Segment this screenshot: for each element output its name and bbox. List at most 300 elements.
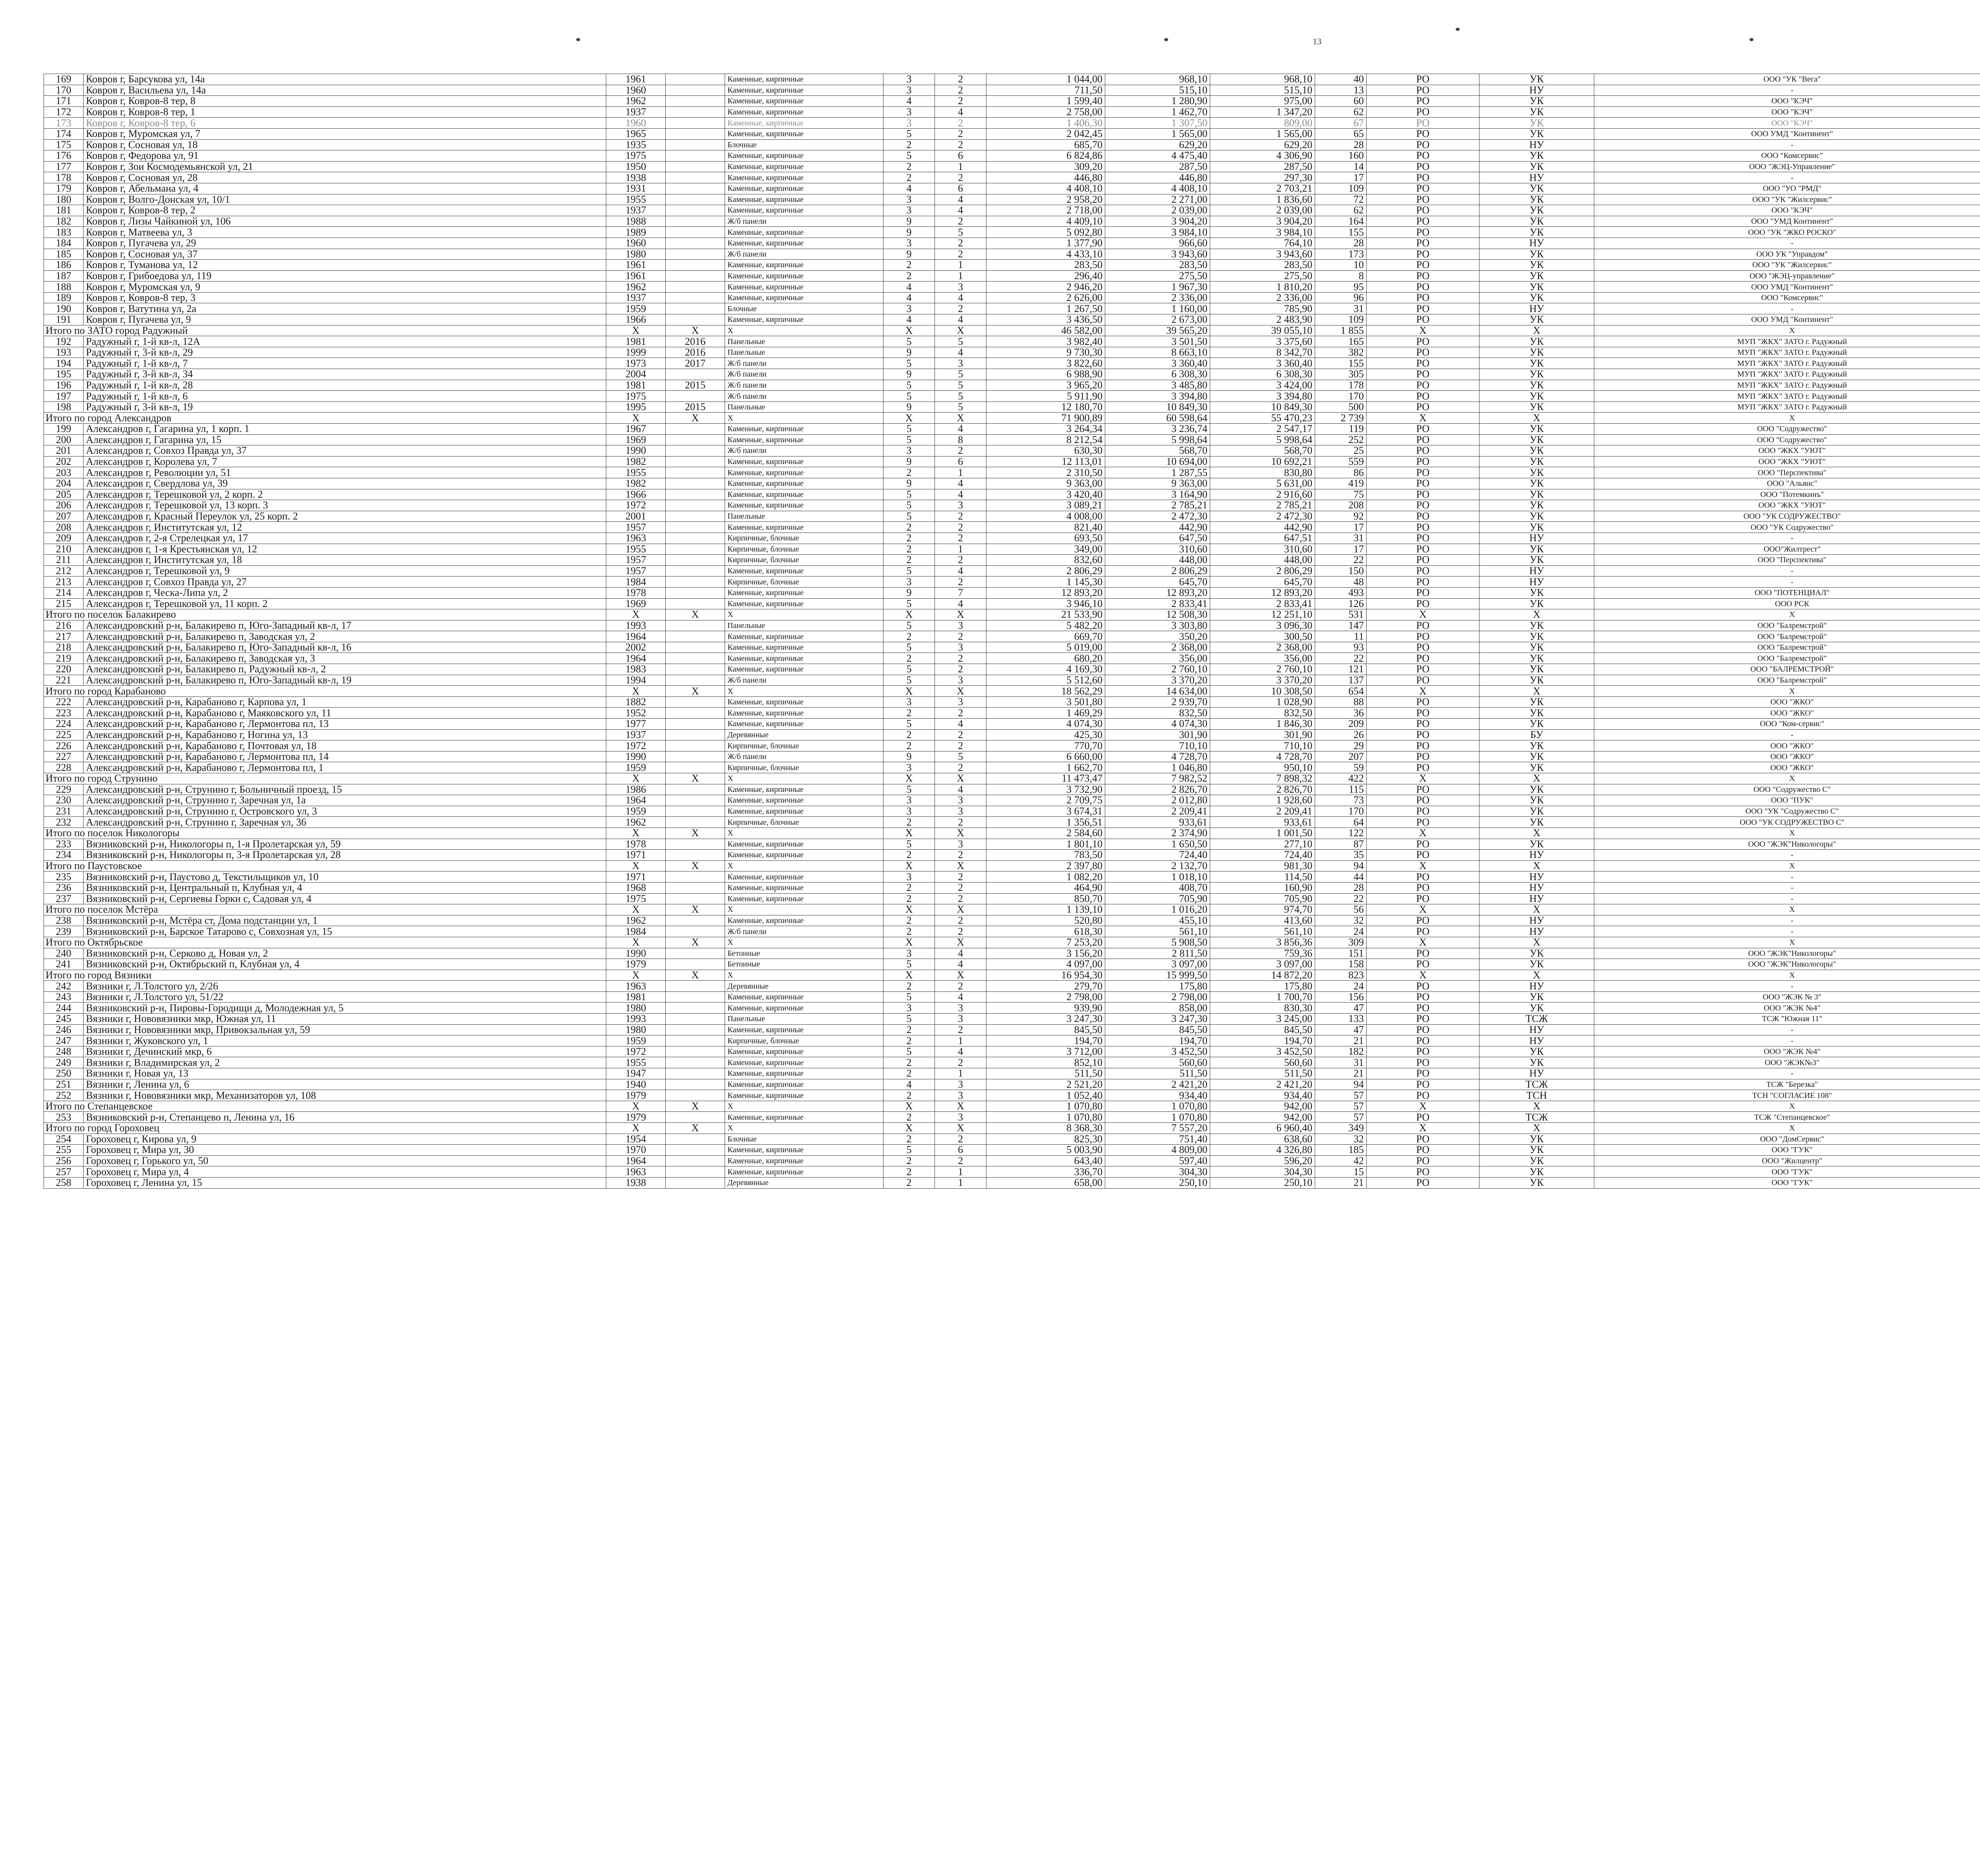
cell-area_premises: 5 998,64: [1210, 434, 1315, 445]
cell-entrances: 2: [935, 216, 986, 227]
cell-material: Каменные, кирпичные: [725, 270, 883, 282]
cell-address: Гороховец г, Горького ул, 50: [84, 1155, 606, 1166]
cell-year: 1962: [606, 282, 666, 293]
cell-idx: 233: [44, 839, 84, 850]
cell-area_total: 8 212,54: [986, 434, 1105, 445]
cell-residents: 208: [1315, 500, 1367, 511]
cell-entrances: X: [935, 904, 986, 915]
cell-year: 1975: [606, 150, 666, 162]
cell-entrances: 3: [935, 675, 986, 686]
cell-floors: 2: [883, 1177, 935, 1188]
cell-material: Каменные, кирпичные: [725, 882, 883, 893]
table-row: [44, 1079, 1980, 1090]
cell-material: Панельные: [725, 347, 883, 358]
cell-year: 1986: [606, 784, 666, 795]
cell-area_premises: 3 984,10: [1210, 227, 1315, 238]
cell-year: X: [606, 413, 666, 424]
cell-mgmt: НУ: [1479, 565, 1594, 576]
cell-year: 1978: [606, 587, 666, 598]
cell-org: ООО "ДомСервис": [1594, 1134, 1980, 1145]
cell-tax: РО: [1367, 1079, 1479, 1090]
cell-tax: РО: [1367, 959, 1479, 970]
cell-area_premises: 560,60: [1210, 1057, 1315, 1068]
cell-idx: 236: [44, 882, 84, 893]
cell-address: Гороховец г, Мира ул, 4: [84, 1166, 606, 1178]
cell-floors: 5: [883, 434, 935, 445]
cell-org: X: [1594, 937, 1980, 948]
cell-idx: 205: [44, 489, 84, 500]
cell-floors: 5: [883, 511, 935, 522]
cell-year_rec: [666, 391, 725, 402]
subtotal-row: [44, 860, 1980, 871]
cell-area_total: 1 377,90: [986, 238, 1105, 249]
cell-area_living: 448,00: [1105, 555, 1210, 566]
cell-floors: 2: [883, 533, 935, 544]
cell-floors: 5: [883, 959, 935, 970]
cell-area_total: 4 409,10: [986, 216, 1105, 227]
cell-floors: 9: [883, 216, 935, 227]
cell-year_rec: [666, 161, 725, 172]
cell-floors: 3: [883, 1003, 935, 1014]
cell-residents: 126: [1315, 598, 1367, 609]
cell-year: 1995: [606, 401, 666, 413]
cell-area_living: 1 160,00: [1105, 303, 1210, 314]
cell-address: Радужный г, 3-й кв-л, 29: [84, 347, 606, 358]
cell-area_total: 4 408,10: [986, 183, 1105, 194]
subtotal-label: Итого по Паустовское: [44, 860, 606, 871]
cell-tax: РО: [1367, 139, 1479, 150]
cell-area_premises: 981,30: [1210, 860, 1315, 871]
cell-entrances: 3: [935, 795, 986, 806]
cell-residents: 17: [1315, 544, 1367, 555]
cell-mgmt: ТСЖ: [1479, 1112, 1594, 1123]
cell-residents: 93: [1315, 642, 1367, 653]
table-row: [44, 871, 1980, 883]
cell-idx: 198: [44, 401, 84, 413]
cell-year_rec: X: [666, 1101, 725, 1112]
cell-idx: 212: [44, 565, 84, 576]
cell-entrances: 3: [935, 1014, 986, 1025]
cell-tax: РО: [1367, 478, 1479, 489]
cell-year_rec: [666, 631, 725, 642]
cell-org: ООО "Содружество": [1594, 424, 1980, 435]
cell-area_premises: 2 421,20: [1210, 1079, 1315, 1090]
cell-area_premises: 39 055,10: [1210, 325, 1315, 336]
cell-entrances: 5: [935, 751, 986, 762]
cell-tax: X: [1367, 1101, 1479, 1112]
cell-mgmt: ТСН: [1479, 1090, 1594, 1101]
cell-residents: 178: [1315, 380, 1367, 391]
cell-tax: РО: [1367, 1090, 1479, 1101]
cell-mgmt: УК: [1479, 991, 1594, 1003]
cell-address: Александровский р-н, Балакирево п, Заводская ул, 3: [84, 653, 606, 664]
cell-idx: 221: [44, 675, 84, 686]
cell-idx: 191: [44, 314, 84, 325]
cell-idx: 188: [44, 282, 84, 293]
cell-residents: 165: [1315, 336, 1367, 347]
cell-idx: 193: [44, 347, 84, 358]
cell-area_total: 425,30: [986, 729, 1105, 740]
cell-entrances: 2: [935, 576, 986, 588]
scan-speck: [1750, 38, 1753, 41]
cell-year_rec: [666, 740, 725, 752]
cell-entrances: 2: [935, 631, 986, 642]
cell-idx: 178: [44, 172, 84, 183]
cell-idx: 184: [44, 238, 84, 249]
cell-area_total: 4 074,30: [986, 719, 1105, 730]
cell-idx: 244: [44, 1003, 84, 1014]
cell-area_total: 832,60: [986, 555, 1105, 566]
cell-area_premises: 832,50: [1210, 708, 1315, 719]
cell-idx: 181: [44, 205, 84, 216]
cell-year_rec: [666, 696, 725, 708]
cell-mgmt: НУ: [1479, 850, 1594, 861]
cell-year: 1984: [606, 926, 666, 937]
cell-org: -: [1594, 1068, 1980, 1079]
cell-residents: 164: [1315, 216, 1367, 227]
cell-idx: 252: [44, 1090, 84, 1101]
cell-idx: 240: [44, 948, 84, 959]
cell-area_total: 5 019,00: [986, 642, 1105, 653]
cell-year_rec: X: [666, 860, 725, 871]
cell-area_premises: 413,60: [1210, 915, 1315, 926]
cell-entrances: 4: [935, 959, 986, 970]
cell-mgmt: НУ: [1479, 139, 1594, 150]
scan-speck: [1456, 28, 1460, 31]
cell-area_premises: 448,00: [1210, 555, 1315, 566]
cell-year_rec: [666, 1090, 725, 1101]
cell-mgmt: УК: [1479, 719, 1594, 730]
cell-area_living: 1 967,30: [1105, 282, 1210, 293]
cell-year: 1967: [606, 424, 666, 435]
cell-area_total: 12 180,70: [986, 401, 1105, 413]
cell-mgmt: УК: [1479, 216, 1594, 227]
table-row: [44, 183, 1980, 194]
subtotal-label: Итого по поселок Балакирево: [44, 609, 606, 620]
cell-year: 1931: [606, 183, 666, 194]
cell-year: 1972: [606, 1046, 666, 1057]
cell-residents: 309: [1315, 937, 1367, 948]
cell-year: 1970: [606, 1145, 666, 1156]
cell-address: Ковров г, Ковров-8 тер, 2: [84, 205, 606, 216]
cell-mgmt: УК: [1479, 522, 1594, 533]
cell-year_rec: [666, 882, 725, 893]
cell-idx: 201: [44, 445, 84, 457]
cell-idx: 235: [44, 871, 84, 883]
cell-year_rec: X: [666, 904, 725, 915]
cell-material: Блочные: [725, 139, 883, 150]
cell-year: 1964: [606, 1155, 666, 1166]
cell-area_total: 7 253,20: [986, 937, 1105, 948]
cell-residents: 28: [1315, 882, 1367, 893]
cell-residents: 44: [1315, 871, 1367, 883]
cell-year: 1938: [606, 172, 666, 183]
cell-area_total: 783,50: [986, 850, 1105, 861]
cell-org: -: [1594, 85, 1980, 96]
cell-tax: РО: [1367, 183, 1479, 194]
cell-org: X: [1594, 686, 1980, 697]
cell-area_premises: 629,20: [1210, 139, 1315, 150]
cell-org: ООО "Жилцентр": [1594, 1155, 1980, 1166]
cell-area_living: 283,50: [1105, 260, 1210, 271]
cell-entrances: X: [935, 773, 986, 784]
cell-floors: 5: [883, 1014, 935, 1025]
cell-address: Вязники г, Дечинский мкр, 6: [84, 1046, 606, 1057]
table-row: [44, 489, 1980, 500]
cell-year: X: [606, 828, 666, 839]
cell-material: Каменные, кирпичные: [725, 850, 883, 861]
cell-material: X: [725, 904, 883, 915]
cell-org: -: [1594, 893, 1980, 904]
cell-tax: РО: [1367, 205, 1479, 216]
cell-floors: 2: [883, 729, 935, 740]
cell-area_premises: 759,36: [1210, 948, 1315, 959]
cell-residents: 137: [1315, 675, 1367, 686]
cell-year: 1975: [606, 391, 666, 402]
cell-tax: X: [1367, 686, 1479, 697]
cell-year_rec: [666, 762, 725, 773]
table-row: [44, 270, 1980, 282]
cell-area_premises: 974,70: [1210, 904, 1315, 915]
cell-year: 1963: [606, 981, 666, 992]
cell-year_rec: [666, 959, 725, 970]
cell-address: Ковров г, Федорова ул, 91: [84, 150, 606, 162]
cell-idx: 255: [44, 1145, 84, 1156]
cell-material: Каменные, кирпичные: [725, 631, 883, 642]
cell-floors: 2: [883, 1024, 935, 1035]
cell-floors: 9: [883, 369, 935, 380]
cell-tax: РО: [1367, 314, 1479, 325]
cell-floors: 5: [883, 565, 935, 576]
cell-area_premises: 1 700,70: [1210, 991, 1315, 1003]
cell-residents: 31: [1315, 1057, 1367, 1068]
table-row: [44, 915, 1980, 926]
cell-material: Блочные: [725, 1134, 883, 1145]
cell-year: 1947: [606, 1068, 666, 1079]
cell-area_total: 1 469,29: [986, 708, 1105, 719]
cell-area_premises: 275,50: [1210, 270, 1315, 282]
cell-mgmt: УК: [1479, 282, 1594, 293]
cell-area_premises: 3 424,00: [1210, 380, 1315, 391]
table-row: [44, 424, 1980, 435]
cell-org: ООО "БАЛРЕМСТРОЙ": [1594, 664, 1980, 675]
cell-tax: РО: [1367, 303, 1479, 314]
cell-year: 1955: [606, 467, 666, 478]
cell-year_rec: [666, 598, 725, 609]
cell-area_premises: 283,50: [1210, 260, 1315, 271]
cell-floors: 5: [883, 839, 935, 850]
cell-floors: 4: [883, 292, 935, 303]
cell-year_rec: [666, 642, 725, 653]
cell-tax: РО: [1367, 489, 1479, 500]
cell-org: -: [1594, 926, 1980, 937]
table-row: [44, 161, 1980, 172]
cell-org: ООО "ЖКХ "УЮТ": [1594, 500, 1980, 511]
cell-material: Каменные, кирпичные: [725, 183, 883, 194]
cell-floors: 5: [883, 391, 935, 402]
cell-floors: 5: [883, 336, 935, 347]
cell-year_rec: 2017: [666, 358, 725, 369]
table-row: [44, 205, 1980, 216]
cell-year: X: [606, 686, 666, 697]
table-row: [44, 1014, 1980, 1025]
cell-year_rec: [666, 96, 725, 107]
table-row: [44, 751, 1980, 762]
cell-area_total: 3 982,40: [986, 336, 1105, 347]
subtotal-label: Итого по город Карабаново: [44, 686, 606, 697]
cell-material: Каменные, кирпичные: [725, 642, 883, 653]
cell-idx: 230: [44, 795, 84, 806]
cell-entrances: 4: [935, 489, 986, 500]
cell-org: МУП "ЖКХ" ЗАТО г. Радужный: [1594, 336, 1980, 347]
cell-area_living: 2 209,41: [1105, 806, 1210, 817]
table-row: [44, 467, 1980, 478]
subtotal-label: Итого по город Александров: [44, 413, 606, 424]
cell-floors: 3: [883, 948, 935, 959]
cell-material: Каменные, кирпичные: [725, 85, 883, 96]
cell-area_living: 568,70: [1105, 445, 1210, 457]
cell-residents: 155: [1315, 358, 1367, 369]
cell-org: ООО "ЖКО": [1594, 708, 1980, 719]
cell-area_premises: 194,70: [1210, 1035, 1315, 1046]
cell-year_rec: [666, 511, 725, 522]
cell-residents: 75: [1315, 489, 1367, 500]
cell-area_premises: 785,90: [1210, 303, 1315, 314]
cell-area_living: 12 508,30: [1105, 609, 1210, 620]
cell-address: Вязниковский р-н, Мстёра ст, Дома подстанции ул, 1: [84, 915, 606, 926]
cell-mgmt: НУ: [1479, 533, 1594, 544]
cell-mgmt: НУ: [1479, 303, 1594, 314]
cell-mgmt: УК: [1479, 959, 1594, 970]
cell-tax: РО: [1367, 161, 1479, 172]
cell-floors: 9: [883, 478, 935, 489]
table-row: [44, 817, 1980, 828]
cell-tax: РО: [1367, 216, 1479, 227]
table-row: [44, 598, 1980, 609]
cell-idx: 171: [44, 96, 84, 107]
cell-area_total: 1 139,10: [986, 904, 1105, 915]
cell-year: X: [606, 1101, 666, 1112]
cell-org: ООО "УМД Континент": [1594, 216, 1980, 227]
subtotal-label: Итого по Октябрьское: [44, 937, 606, 948]
cell-year: 1982: [606, 456, 666, 467]
cell-area_living: 275,50: [1105, 270, 1210, 282]
cell-address: Александровский р-н, Струнино г, Больничный проезд, 15: [84, 784, 606, 795]
subtotal-label: Итого по поселок Мстёра: [44, 904, 606, 915]
table-row: [44, 85, 1980, 96]
table-row: [44, 696, 1980, 708]
cell-residents: 147: [1315, 620, 1367, 631]
cell-area_total: 5 482,20: [986, 620, 1105, 631]
cell-idx: 229: [44, 784, 84, 795]
cell-org: ООО "УК "Жилсервис": [1594, 260, 1980, 271]
cell-residents: 115: [1315, 784, 1367, 795]
cell-area_total: 939,90: [986, 1003, 1105, 1014]
cell-entrances: 2: [935, 128, 986, 139]
cell-year_rec: [666, 1177, 725, 1188]
cell-year: 1959: [606, 806, 666, 817]
cell-address: Ковров г, Матвеева ул, 3: [84, 227, 606, 238]
cell-org: ООО "ЖЭК"Никологоры": [1594, 948, 1980, 959]
cell-floors: X: [883, 1123, 935, 1134]
table-row: [44, 762, 1980, 773]
cell-mgmt: УК: [1479, 839, 1594, 850]
cell-year: 1980: [606, 249, 666, 260]
cell-org: -: [1594, 871, 1980, 883]
cell-area_total: 511,50: [986, 1068, 1105, 1079]
cell-material: Каменные, кирпичные: [725, 1090, 883, 1101]
cell-address: Вязниковский р-н, Никологоры п, 1-я Пролетарская ул, 59: [84, 839, 606, 850]
cell-idx: 246: [44, 1024, 84, 1035]
cell-tax: РО: [1367, 282, 1479, 293]
cell-year_rec: X: [666, 686, 725, 697]
cell-area_living: 3 097,00: [1105, 959, 1210, 970]
cell-year_rec: [666, 194, 725, 205]
cell-year_rec: [666, 172, 725, 183]
cell-residents: 1 855: [1315, 325, 1367, 336]
cell-mgmt: X: [1479, 860, 1594, 871]
cell-year_rec: [666, 1079, 725, 1090]
cell-tax: РО: [1367, 751, 1479, 762]
cell-area_premises: 300,50: [1210, 631, 1315, 642]
cell-entrances: 3: [935, 642, 986, 653]
cell-year_rec: 2015: [666, 401, 725, 413]
cell-entrances: 2: [935, 981, 986, 992]
cell-year_rec: [666, 1166, 725, 1178]
cell-mgmt: НУ: [1479, 172, 1594, 183]
cell-year_rec: [666, 260, 725, 271]
cell-idx: 257: [44, 1166, 84, 1178]
cell-year: 1980: [606, 1003, 666, 1014]
cell-mgmt: УК: [1479, 1155, 1594, 1166]
cell-floors: 3: [883, 85, 935, 96]
cell-residents: 150: [1315, 565, 1367, 576]
cell-mgmt: УК: [1479, 511, 1594, 522]
cell-idx: 258: [44, 1177, 84, 1188]
cell-material: X: [725, 828, 883, 839]
cell-area_living: 2 336,00: [1105, 292, 1210, 303]
cell-residents: 22: [1315, 555, 1367, 566]
cell-entrances: X: [935, 828, 986, 839]
cell-address: Александровский р-н, Струнино г, Островского ул, 3: [84, 806, 606, 817]
cell-floors: 5: [883, 380, 935, 391]
cell-address: Вязники г, Нововязники мкр, Южная ул, 11: [84, 1014, 606, 1025]
cell-entrances: 4: [935, 314, 986, 325]
cell-area_total: 3 965,20: [986, 380, 1105, 391]
cell-year: 1962: [606, 96, 666, 107]
cell-mgmt: УК: [1479, 183, 1594, 194]
cell-entrances: 6: [935, 150, 986, 162]
cell-entrances: 6: [935, 183, 986, 194]
cell-year_rec: [666, 565, 725, 576]
table-row: [44, 991, 1980, 1003]
cell-tax: РО: [1367, 238, 1479, 249]
cell-area_premises: 160,90: [1210, 882, 1315, 893]
cell-entrances: 5: [935, 391, 986, 402]
cell-area_living: 3 943,60: [1105, 249, 1210, 260]
cell-year_rec: [666, 620, 725, 631]
cell-entrances: 1: [935, 1035, 986, 1046]
cell-material: Каменные, кирпичные: [725, 456, 883, 467]
cell-entrances: 5: [935, 369, 986, 380]
cell-area_living: 515,10: [1105, 85, 1210, 96]
cell-area_living: 3 485,80: [1105, 380, 1210, 391]
cell-tax: РО: [1367, 1057, 1479, 1068]
cell-residents: 86: [1315, 467, 1367, 478]
cell-tax: X: [1367, 1123, 1479, 1134]
cell-idx: 219: [44, 653, 84, 664]
cell-idx: 210: [44, 544, 84, 555]
